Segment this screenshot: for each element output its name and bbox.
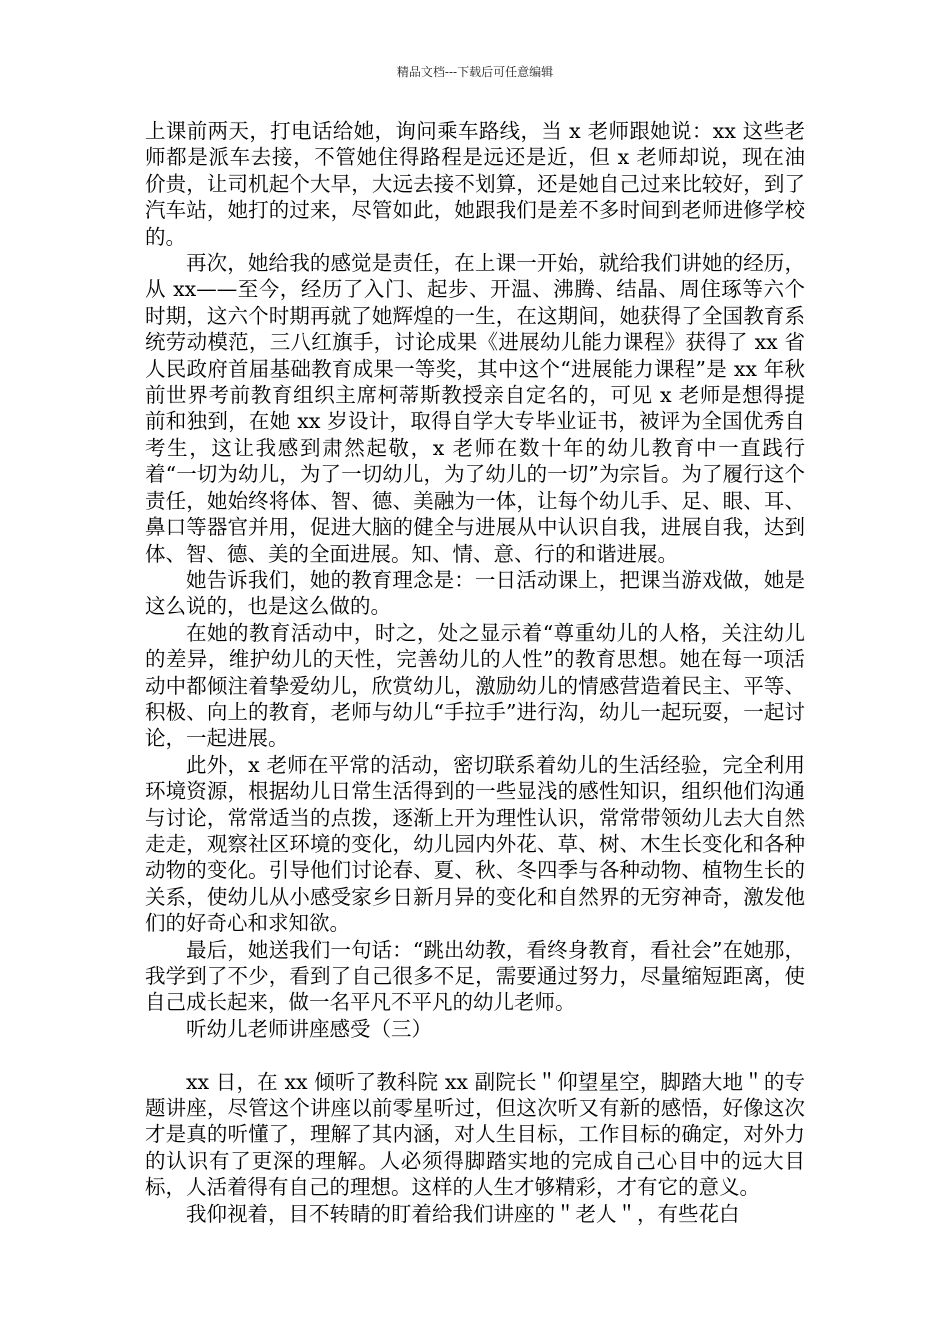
paragraph-3: 她告诉我们，她的教育理念是：一日活动课上，把课当游戏做，她是这么说的，也是这么做的。: [145, 567, 805, 619]
paragraph-1: 上课前两天，打电话给她，询问乘车路线，当 x 老师跟她说：xx 这些老师都是派车去接，不管她住得路程是远还是近，但 x 老师却说，现在油价贵，让司机起个大早，大远去接不划算，还是她自己过来比较好，到了汽车站，她打的过来，尽管如此，她跟我们是差不多时间到老师进修学校的。: [145, 119, 805, 249]
paragraph-6: 最后，她送我们一句话：“跳出幼教，看终身教育，看社会”在她那，我学到了不少，看到了自己很多不足，需要通过努力，尽量缩短距离，使自己成长起来，做一名平凡不平凡的幼儿老师。: [145, 937, 805, 1015]
paragraph-5: 此外，x 老师在平常的活动，密切联系着幼儿的生活经验，完全利用环境资源，根据幼儿日常生活得到的一些显浅的感性知识，组织他们沟通与讨论，常常适当的点拨，逐渐上开为理性认识，常常带领幼儿去大自然走走，观察社区环境的变化，幼儿园内外花、草、树、木生长变化和各种动物的变化。引导他们讨论春、夏、秋、冬四季与各种动物、植物生长的关系，使幼儿从小感受家乡日新月异的变化和自然界的无穷神奇，激发他们的好奇心和求知欲。: [145, 752, 805, 936]
blank-line: [145, 1042, 805, 1068]
document-body: [145, 118, 805, 1227]
paragraph-8: 我仰视着，目不转睛的盯着给我们讲座的＂老人＂，有些花白: [186, 1201, 740, 1226]
paragraph-7: xx 日，在 xx 倾听了教科院 xx 副院长＂仰望星空，脚踏大地＂的专题讲座，尽管这个讲座以前零星听过，但这次听又有新的感悟，好像这次才是真的听懂了，理解了其内涵，对人生目标，工作目标的确定，对外力的认识有了更深的理解。人必须得脚踏实地的完成自己心目中的远大目标，人活着得有自己的理想。这样的人生才够精彩，才有它的意义。: [145, 1069, 805, 1200]
paragraph-4: 在她的教育活动中，时之，处之显示着“尊重幼儿的人格，关注幼儿的差异，维护幼儿的天性，完善幼儿的人性”的教育思想。她在每一项活动中都倾注着挚爱幼儿，欣赏幼儿，激励幼儿的情感营造着民主、平等、积极、向上的教育，老师与幼儿“手拉手”进行沟，幼儿一起玩耍，一起讨论，一起进展。: [145, 620, 805, 751]
paragraph-2: 再次，她给我的感觉是责任，在上课一开始，就给我们讲她的经历，从 xx——至今，经历了入门、起步、开温、沸腾、结晶、周住琢等六个时期，这六个时期再就了她辉煌的一生，在这期间，她获得了全国教育系统劳动模范，三八红旗手，讨论成果《进展幼儿能力课程》获得了 xx 省人民政府首届基础教育成果一等奖，其中这个“进展能力课程”是 xx 年秋前世界考前教育组织主席柯蒂斯教授亲自定名的，可见 x 老师是想得提前和独到，在她 xx 岁设计，取得自学大专毕业证书，被评为全国优秀自考生，这让我感到肃然起敬，x 老师在数十年的幼儿教育中一直践行着“一切为幼儿，为了一切幼儿，为了幼儿的一切”为宗旨。为了履行这个责任，她始终将体、智、德、美融为一体，让每个幼儿手、足、眼、耳、鼻口等器官并用，促进大脑的健全与进展从中认识自我，进展自我，达到体、智、德、美的全面进展。知、情、意、行的和谐进展。: [145, 251, 805, 566]
section-title: 听幼儿老师讲座感受（三）: [186, 1016, 432, 1041]
page-header: 精品文档---下载后可任意编辑: [396, 65, 554, 79]
